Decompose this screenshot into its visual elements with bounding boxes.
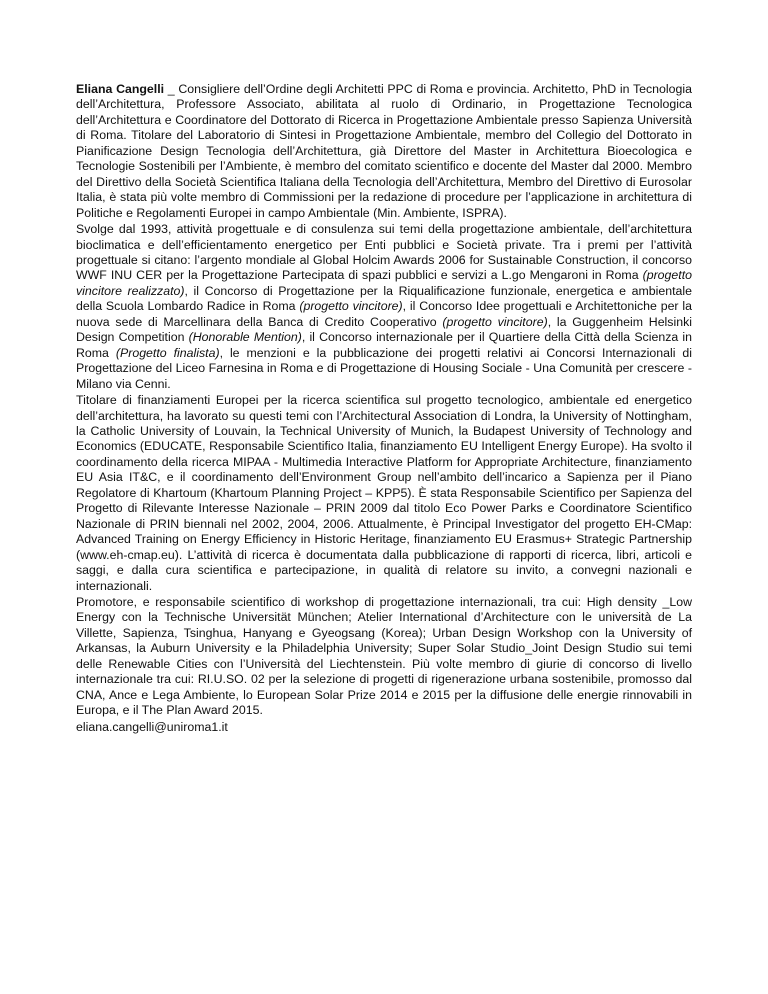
projects-text-2: , il Concorso di Progettazione per la Riqualificazione funzionale, energetica e ambientale della Scuola Lombardo Radice in Roma <box>76 283 692 314</box>
intro-text: _ Consigliere dell’Ordine degli Architetti PPC di Roma e provincia. Architetto, PhD in Tecnologia dell’Architettura, Professore Associato, abilitata al ruolo di Ordinario, in Progettazione Tecnologica dell’Architettura e Coordinatore del Dottorato di Ricerca in Progettazione Ambientale presso Sapienza Università di Roma. Titolare del Laboratorio di Sintesi in Progettazione Ambientale, membro del Collegio del Dottorato in Pianificazione Design Tecnologia dell’Architettura, già Direttore del Master in Architettura Bioecologica e Tecnologie Sostenibili per l’Ambiente, è membro del comitato scientifico e docente del Master dal 2000. Membro del Direttivo della Società Scientifica Italiana della Tecnologia dell’Architettura, Membro del Direttivo di Eurosolar Italia, è stata più volte membro di Commissioni per la redazione di procedure per l’applicazione in architettura di Politiche e Regolamenti Europei in campo Ambientale (Min. Ambiente, ISPRA). <box>76 82 692 220</box>
email-address: eliana.cangelli@uniroma1.it <box>76 719 228 734</box>
bio-paragraph-intro <box>76 82 692 221</box>
award-note-1: (progetto vincitore realizzato) <box>76 268 692 298</box>
projects-text-1: Svolge dal 1993, attività progettuale e di consulenza sui temi della progettazione ambientale, dell’architettura bioclimatica e dell’efficientamento energetico per Enti pubblici e Società private. Tra i premi per l’attività progettuale si citano: l’argento mondiale al Global Holcim Awards 2006 for Sustainable Construction, il concorso WWF INU CER per la Progettazione Partecipata di spazi pubblici e servizi a L.go Mengaroni in Roma <box>76 222 692 283</box>
projects-text-5: , il Concorso internazionale per il Quartiere della Città della Scienza in Roma <box>76 330 692 360</box>
award-note-3: (progetto vincitore) <box>442 314 548 329</box>
author-name: Eliana Cangelli <box>76 82 165 96</box>
projects-text-3: , il Concorso Idee progettuali e Architettoniche per la nuova sede di Marcellinara della Banca di Credito Cooperativo <box>76 299 692 329</box>
projects-text-4: , la Guggenheim Helsinki Design Competition <box>76 314 692 345</box>
award-note-5: (Progetto finalista) <box>115 345 220 360</box>
award-note-2: (progetto vincitore) <box>299 299 403 314</box>
bio-paragraph-projects <box>76 222 692 392</box>
projects-text-6: , le menzioni e la pubblicazione dei progetti relativi ai Concorsi Internazionali di Progettazione del Liceo Farnesina in Roma e di Progettazione di Housing Sociale - Una Comunità per crescere - Milano via Cenni. <box>76 345 692 391</box>
award-note-4: (Honorable Mention) <box>188 330 302 345</box>
bio-paragraph-research: Titolare di finanziamenti Europei per la ricerca scientifica sul progetto tecnologico, ambientale ed energetico dell’architettura, ha lavorato su questi temi con l’Architectural Association di Londra, la University of Nottingham, la Catholic University of Louvain, la Technical University of Munich, la Budapest University of Technology and Economics (EDUCATE, Responsabile Scientifico Italia, finanziamento EU Intelligent Energy Europe). Ha svolto il coordinamento della ricerca MIPAA - Multimedia Interactive Platform for Appropriate Architecture, finanziamento EU Asia IT&C, e il coordinamento dell’Environment Group nell’ambito dell’incarico a Sapienza per il Piano Regolatore di Khartoum (Khartoum Planning Project – KPP5). È stata Responsabile Scientifico per Sapienza del Progetto di Rilevante Interesse Nazionale – PRIN 2009 dal titolo Eco Power Parks e Coordinatore Scientifico Nazionale di PRIN biennali nel 2002, 2004, 2006. Attualmente, è Principal Investigator del progetto EH-CMap: Advanced Training on Energy Efficiency in Historic Heritage, finanziamento EU Erasmus+ Strategic Partnership (www.eh-cmap.eu). L’attività di ricerca è documentata dalla pubblicazione di rapporti di ricerca, libri, articoli e saggi, e dalla cura scientifica e partecipazione, in qualità di relatore su invito, a convegni nazionali e internazionali. <box>76 393 692 593</box>
bio-document <box>76 82 692 735</box>
bio-paragraph-workshops: Promotore, e responsabile scientifico di workshop di progettazione internazionali, tra cui: High density _Low Energy con la Technische Universität München; Atelier International d’Architecture con le università de La Villette, Sapienza, Tsinghua, Hanyang e Gyeogsang (Korea); Urban Design Workshop con la University of Arkansas, la Auburn University e la Philadelphia University; Super Solar Studio_Joint Design Studio sui temi delle Renewable Cities con l’Università del Liechtenstein. Più volte membro di giurie di concorso di livello internazionale tra cui: RI.U.SO. 02 per la selezione di progetti di rigenerazione urbana sostenibile, promosso dal CNA, Ance e Lega Ambiente, lo European Solar Prize 2014 e 2015 per la diffusione delle energie rinnovabili in Europa, e il The Plan Award 2015. <box>76 594 692 718</box>
